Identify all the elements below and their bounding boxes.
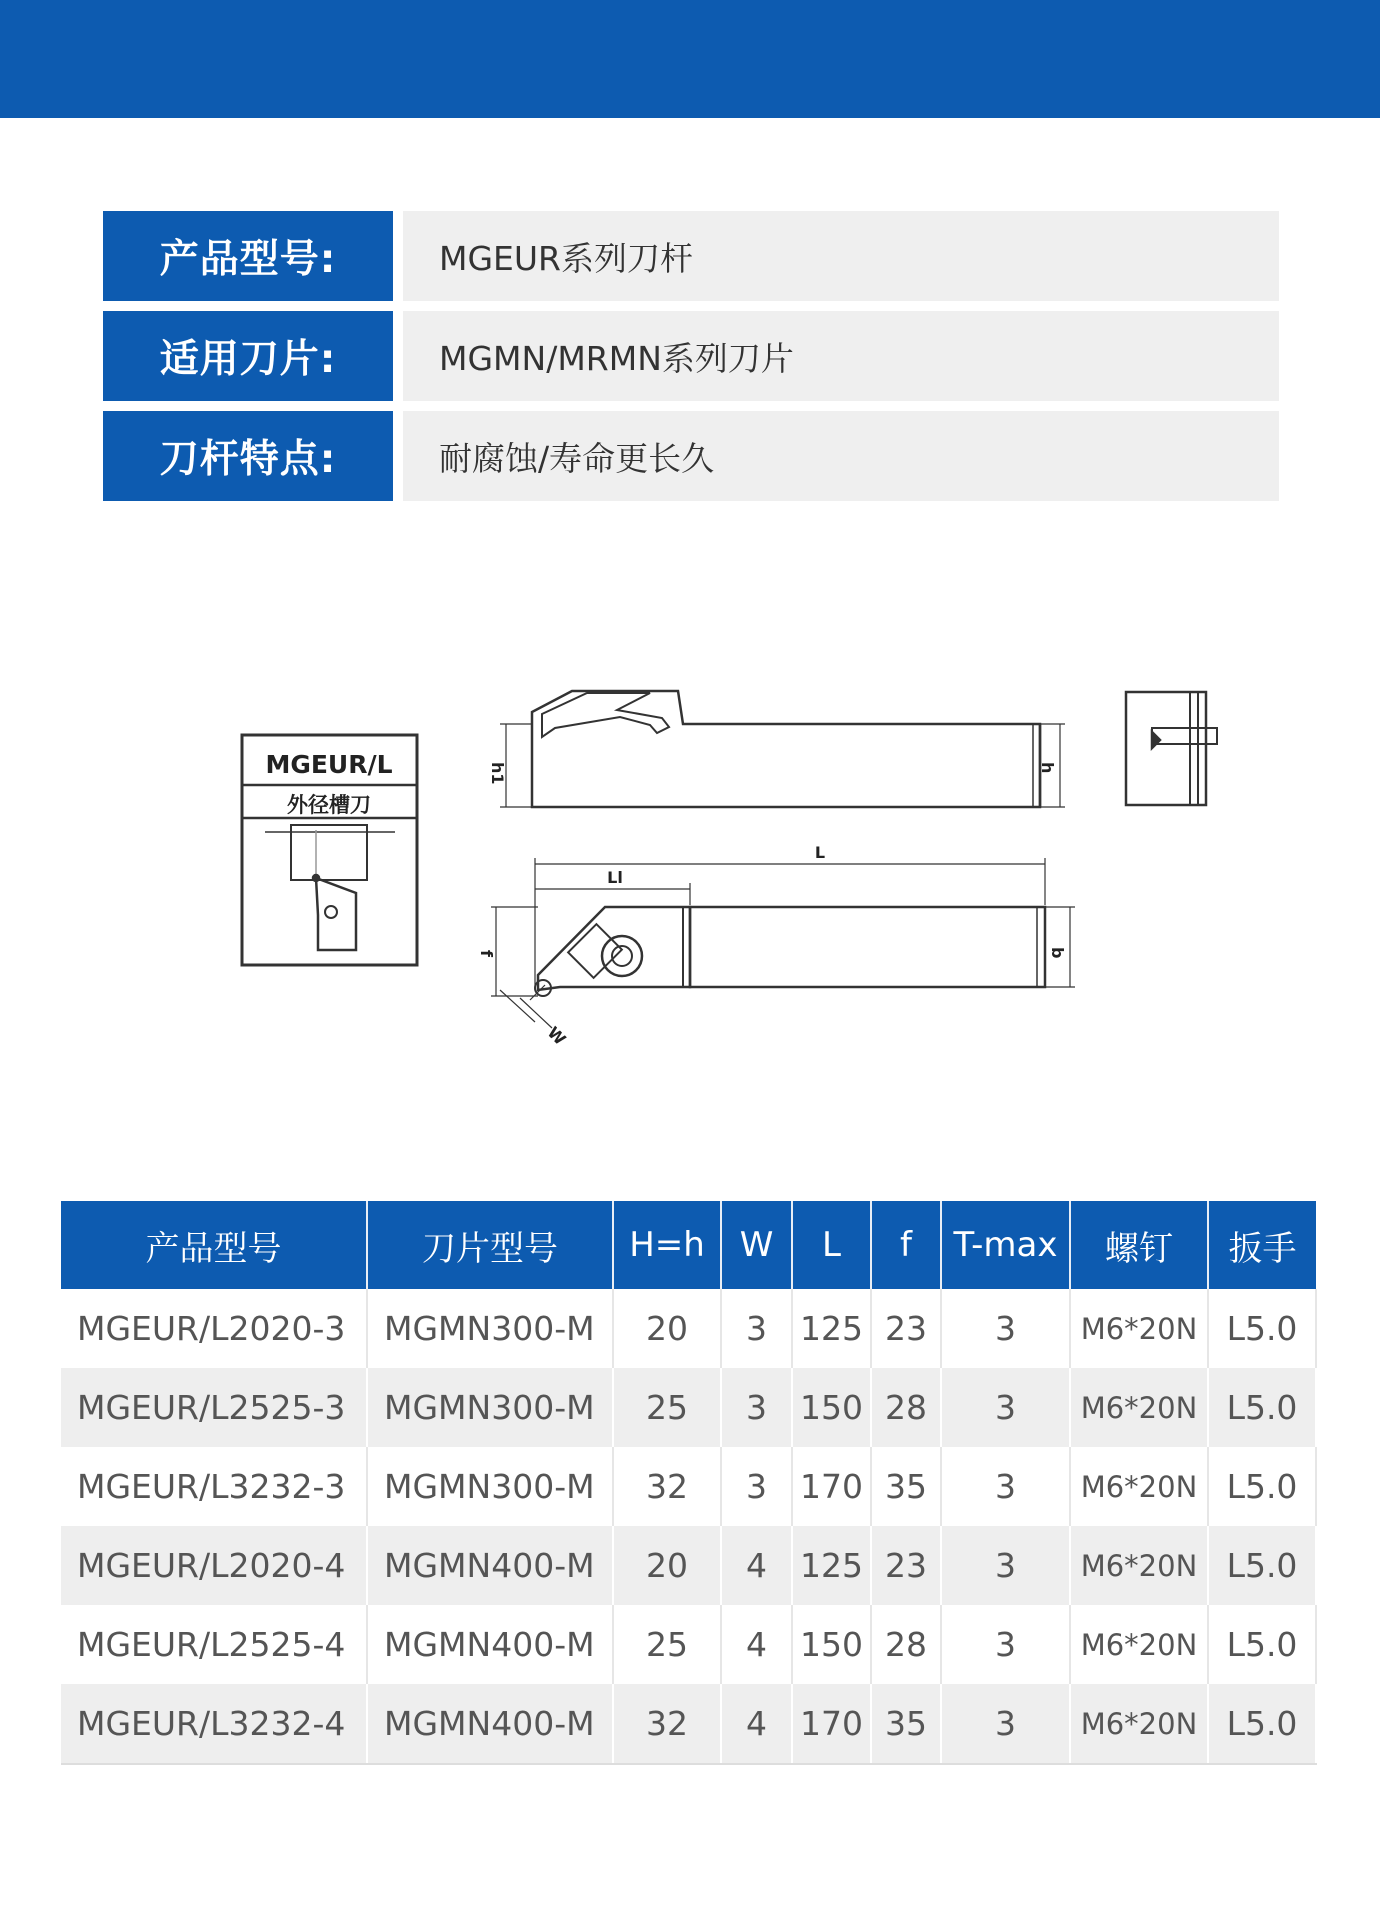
table-cell: 3: [941, 1447, 1070, 1526]
table-cell: 28: [871, 1368, 941, 1447]
table-cell: MGMN300-M: [367, 1368, 613, 1447]
info-label: 刀杆特点:: [103, 411, 393, 501]
type-box-title: MGEUR/L: [265, 750, 393, 779]
info-label: 产品型号:: [103, 211, 393, 301]
table-cell: 170: [792, 1684, 871, 1764]
table-cell: M6*20N: [1070, 1684, 1208, 1764]
table-cell: 150: [792, 1368, 871, 1447]
table-cell: 23: [871, 1526, 941, 1605]
table-cell: 20: [613, 1526, 721, 1605]
table-cell: 3: [721, 1447, 792, 1526]
table-cell: 125: [792, 1289, 871, 1368]
table-cell: 25: [613, 1368, 721, 1447]
type-box: [242, 735, 417, 965]
table-cell: 170: [792, 1447, 871, 1526]
info-value: MGMN/MRMN系列刀片: [403, 311, 1279, 401]
top-banner: [0, 0, 1380, 118]
table-cell: MGMN300-M: [367, 1289, 613, 1368]
table-cell: 35: [871, 1684, 941, 1764]
info-value: 耐腐蚀/寿命更长久: [403, 411, 1279, 501]
table-cell: M6*20N: [1070, 1605, 1208, 1684]
table-header-row: [61, 1201, 1316, 1289]
col-header: L: [792, 1201, 871, 1289]
table-cell: L5.0: [1208, 1605, 1316, 1684]
col-header: 螺钉: [1070, 1201, 1208, 1289]
table-cell: M6*20N: [1070, 1526, 1208, 1605]
col-header: T-max: [941, 1201, 1070, 1289]
table-cell: M6*20N: [1070, 1447, 1208, 1526]
type-box-subtitle: 外径槽刀: [287, 793, 371, 817]
table-cell: 3: [941, 1289, 1070, 1368]
info-row-model: [103, 211, 1279, 301]
table-cell: 28: [871, 1605, 941, 1684]
table-cell: 3: [721, 1289, 792, 1368]
col-header: 扳手: [1208, 1201, 1316, 1289]
dim-h1: h1: [488, 762, 507, 785]
table-cell: 35: [871, 1447, 941, 1526]
dim-L1: Ll: [607, 868, 623, 887]
table-cell: MGEUR/L2525-4: [61, 1605, 367, 1684]
table-cell: 3: [721, 1368, 792, 1447]
table-cell: M6*20N: [1070, 1368, 1208, 1447]
dim-W: W: [543, 1022, 570, 1049]
product-info-panel: [103, 211, 1279, 511]
col-header: W: [721, 1201, 792, 1289]
dim-L: L: [814, 843, 826, 862]
table-cell: MGEUR/L3232-4: [61, 1684, 367, 1764]
table-cell: L5.0: [1208, 1289, 1316, 1368]
table-cell: MGMN300-M: [367, 1447, 613, 1526]
info-value: MGEUR系列刀杆: [403, 211, 1279, 301]
dim-b: b: [1048, 947, 1067, 959]
table-cell: MGEUR/L2020-3: [61, 1289, 367, 1368]
table-cell: MGMN400-M: [367, 1684, 613, 1764]
table-cell: L5.0: [1208, 1526, 1316, 1605]
info-label: 适用刀片:: [103, 311, 393, 401]
holder-side-view: [488, 691, 1065, 807]
table-cell: MGEUR/L2020-4: [61, 1526, 367, 1605]
table-row: [61, 1526, 1316, 1605]
table-cell: 4: [721, 1605, 792, 1684]
spec-table: [61, 1201, 1317, 1765]
col-header: H=h: [613, 1201, 721, 1289]
table-cell: 23: [871, 1289, 941, 1368]
tool-holder-drawing: [0, 660, 1380, 1060]
dim-f: f: [477, 950, 496, 957]
table-cell: 4: [721, 1526, 792, 1605]
table-cell: 4: [721, 1684, 792, 1764]
table-cell: MGMN400-M: [367, 1526, 613, 1605]
table-cell: MGMN400-M: [367, 1605, 613, 1684]
table-cell: 32: [613, 1447, 721, 1526]
table-cell: L5.0: [1208, 1684, 1316, 1764]
table-row: [61, 1605, 1316, 1684]
info-row-insert: [103, 311, 1279, 401]
table-cell: 150: [792, 1605, 871, 1684]
table-cell: L5.0: [1208, 1447, 1316, 1526]
col-header: 刀片型号: [367, 1201, 613, 1289]
holder-end-view: [1126, 692, 1217, 805]
table-cell: 3: [941, 1684, 1070, 1764]
table-cell: 25: [613, 1605, 721, 1684]
col-header: 产品型号: [61, 1201, 367, 1289]
table-cell: MGEUR/L3232-3: [61, 1447, 367, 1526]
table-cell: 20: [613, 1289, 721, 1368]
grooving-tool-icon: [265, 825, 395, 950]
holder-top-view: [477, 843, 1075, 1049]
table-cell: MGEUR/L2525-3: [61, 1368, 367, 1447]
table-row: [61, 1289, 1316, 1368]
table-cell: L5.0: [1208, 1368, 1316, 1447]
table-cell: 3: [941, 1605, 1070, 1684]
table-cell: 125: [792, 1526, 871, 1605]
table-row: [61, 1447, 1316, 1526]
table-cell: M6*20N: [1070, 1289, 1208, 1368]
table-cell: 32: [613, 1684, 721, 1764]
table-cell: 3: [941, 1368, 1070, 1447]
col-header: f: [871, 1201, 941, 1289]
table-row: [61, 1684, 1316, 1764]
table-cell: 3: [941, 1526, 1070, 1605]
info-row-features: [103, 411, 1279, 501]
table-row: [61, 1368, 1316, 1447]
dim-h: h: [1038, 762, 1057, 774]
